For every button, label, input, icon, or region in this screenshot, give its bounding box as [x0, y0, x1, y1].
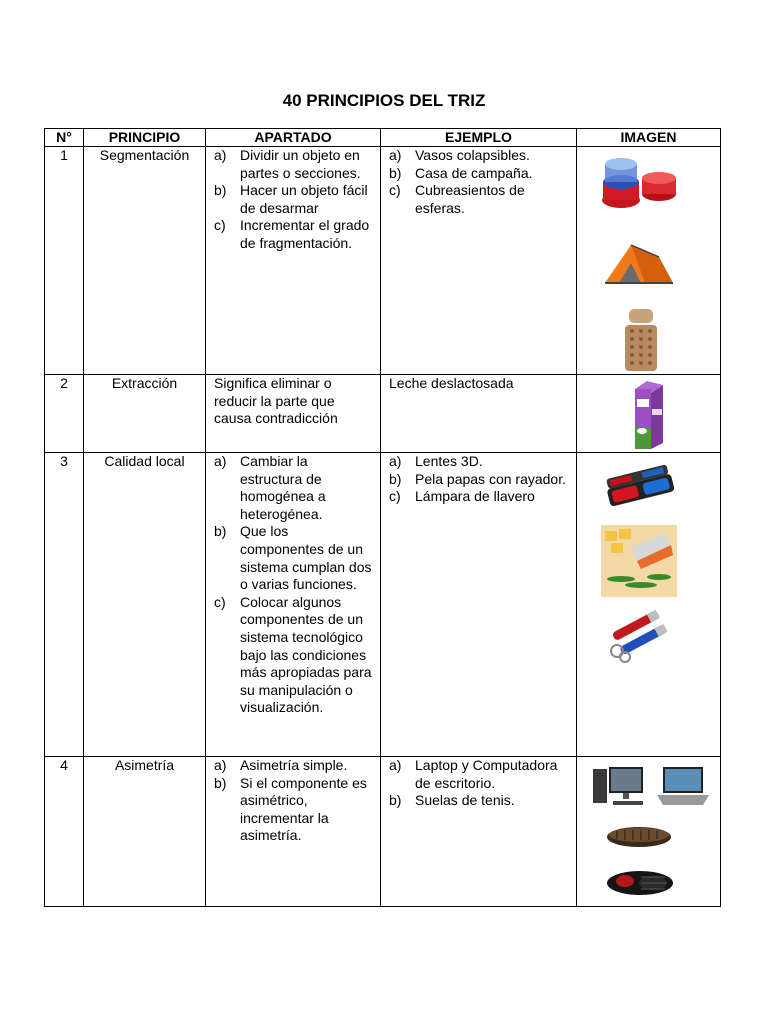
shoe-sole-brown-photo	[605, 823, 673, 851]
ejemplo-list	[389, 453, 568, 506]
list-item: c) Lámpara de llavero	[389, 488, 535, 505]
row-number: 4	[45, 757, 84, 907]
ejemplo-cell	[381, 147, 577, 375]
ejemplo-list	[389, 147, 568, 217]
table-header-row	[45, 129, 721, 147]
header-imagen: IMAGEN	[577, 129, 721, 147]
list-item: a) Cambiar la estructura de homogénea a heterogénea.	[214, 453, 326, 522]
image-cell	[577, 147, 721, 375]
header-principio: PRINCIPIO	[84, 129, 206, 147]
beaded-seat-cover-photo	[619, 307, 663, 373]
table-row	[45, 757, 721, 907]
ejemplo-cell: Leche deslactosada	[381, 375, 577, 453]
page-title: 40 PRINCIPIOS DEL TRIZ	[282, 91, 486, 110]
list-item: b) Casa de campaña.	[389, 164, 533, 181]
apartado-list	[214, 147, 372, 253]
header-num: N°	[45, 129, 84, 147]
list-item: a) Vasos colapsibles.	[389, 147, 530, 163]
apartado-cell	[206, 147, 381, 375]
list-item: b) Pela papas con rayador.	[389, 470, 566, 487]
list-item: b) Suelas de tenis.	[389, 792, 515, 809]
3d-glasses-photo	[603, 459, 679, 515]
collapsible-cups-photo	[599, 154, 679, 214]
shoe-sole-black-photo	[605, 867, 675, 899]
header-ejemplo: EJEMPLO	[381, 129, 577, 147]
list-item: b) Hacer un objeto fácil de desarmar	[214, 182, 368, 216]
list-item: c) Cubreasientos de esferas.	[389, 182, 525, 216]
keychain-lamps-photo	[607, 603, 677, 663]
row-number: 2	[45, 375, 84, 453]
apartado-list	[214, 757, 372, 845]
apartado-cell: Significa eliminar o reducir la parte que causa contradicción	[206, 375, 381, 453]
list-item: c) Incrementar el grado de fragmentación.	[214, 217, 370, 251]
tent-photo	[601, 235, 677, 295]
list-item: a) Asimetría simple.	[214, 757, 348, 773]
image-cell	[577, 757, 721, 907]
principle-name: Segmentación	[84, 147, 206, 375]
list-item: a) Laptop y Computadora de escritorio.	[389, 757, 558, 791]
list-item: c) Colocar algunos componentes de un sistema tecnológico bajo las condiciones más apropiadas para su manipulación o visualización.	[214, 593, 372, 716]
row-number: 3	[45, 453, 84, 757]
peeler-grater-photo	[601, 525, 677, 597]
principle-name: Asimetría	[84, 757, 206, 907]
milk-carton-photo	[631, 379, 667, 451]
list-item: a) Dividir un objeto en partes o secciones.	[214, 147, 361, 181]
table-row	[45, 375, 721, 453]
table-row	[45, 147, 721, 375]
ejemplo-list	[389, 757, 568, 810]
triz-table	[44, 128, 721, 907]
list-item: b) Si el componente es asimétrico, incrementar la asimetría.	[214, 774, 367, 844]
apartado-cell	[206, 453, 381, 757]
table-row	[45, 453, 721, 757]
list-item: a) Lentes 3D.	[389, 453, 483, 469]
header-apartado: APARTADO	[206, 129, 381, 147]
ejemplo-cell	[381, 757, 577, 907]
image-cell	[577, 375, 721, 453]
principle-name: Extracción	[84, 375, 206, 453]
apartado-cell	[206, 757, 381, 907]
desktop-laptop-photo	[591, 765, 711, 813]
list-item: b) Que los componentes de un sistema cumplan dos o varias funciones.	[214, 523, 372, 593]
apartado-list	[214, 453, 372, 717]
ejemplo-cell	[381, 453, 577, 757]
row-number: 1	[45, 147, 84, 375]
principle-name: Calidad local	[84, 453, 206, 757]
image-cell	[577, 453, 721, 757]
